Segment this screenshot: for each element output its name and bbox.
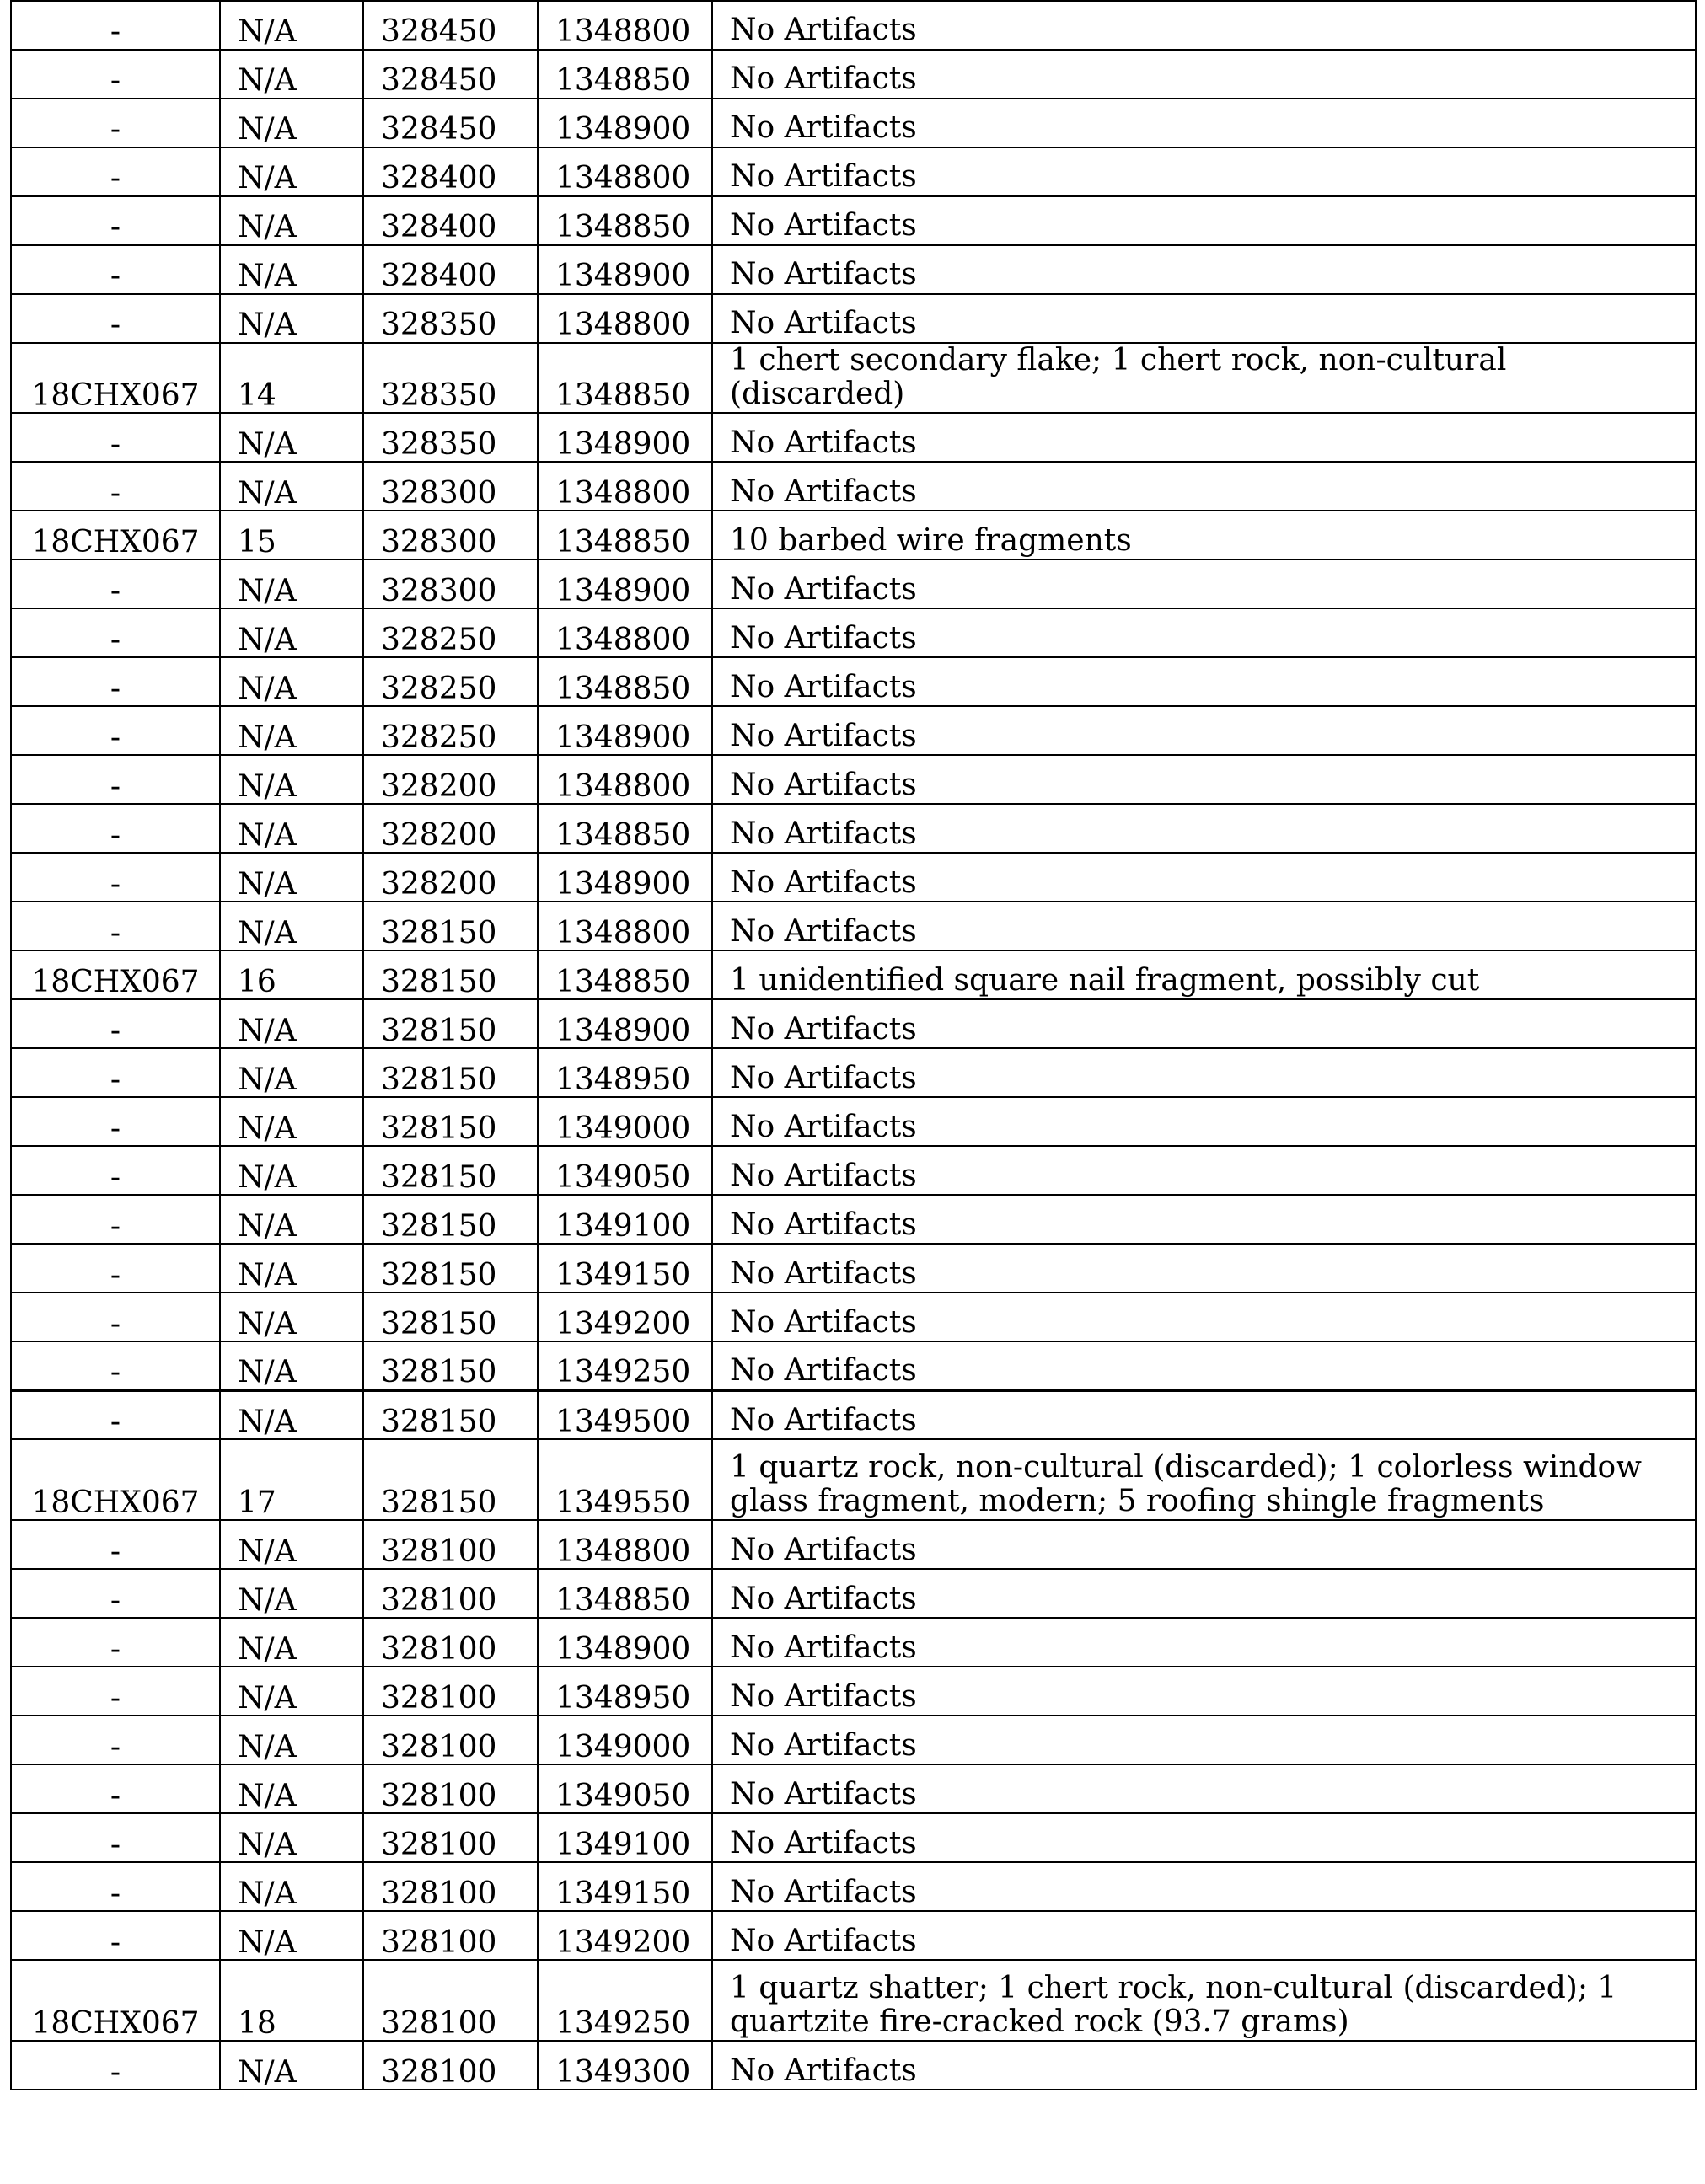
site-cell: - — [11, 1097, 220, 1146]
site-cell: - — [11, 50, 220, 99]
easting-cell: 328450 — [363, 50, 538, 99]
shovel-test-cell: N/A — [220, 1520, 363, 1569]
site-cell: 18CHX067 — [11, 343, 220, 413]
table-row — [11, 1048, 1696, 1097]
table-row — [11, 950, 1696, 999]
easting-cell: 328200 — [363, 804, 538, 853]
site-cell: - — [11, 1244, 220, 1293]
site-cell: - — [11, 462, 220, 511]
northing-cell: 1348900 — [538, 706, 712, 755]
site-cell: - — [11, 1293, 220, 1341]
site-cell: - — [11, 413, 220, 462]
shovel-test-cell: N/A — [220, 999, 363, 1048]
shovel-test-cell: N/A — [220, 196, 363, 245]
site-cell: - — [11, 1911, 220, 1960]
table-row — [11, 1960, 1696, 2041]
site-cell: - — [11, 608, 220, 657]
site-cell: - — [11, 1813, 220, 1862]
northing-cell: 1348950 — [538, 1048, 712, 1097]
table-row — [11, 343, 1696, 413]
easting-cell: 328150 — [363, 950, 538, 999]
easting-cell: 328150 — [363, 1293, 538, 1341]
northing-cell: 1348900 — [538, 413, 712, 462]
description-cell: 10 barbed wire fragments — [712, 511, 1696, 559]
table-row — [11, 196, 1696, 245]
northing-cell: 1348800 — [538, 1, 712, 50]
northing-cell: 1348900 — [538, 999, 712, 1048]
description-cell: No Artifacts — [712, 657, 1696, 706]
description-cell: No Artifacts — [712, 1618, 1696, 1667]
easting-cell: 328300 — [363, 511, 538, 559]
northing-cell: 1348850 — [538, 804, 712, 853]
northing-cell: 1348850 — [538, 196, 712, 245]
site-cell: - — [11, 804, 220, 853]
table-row — [11, 1813, 1696, 1862]
description-cell: No Artifacts — [712, 1569, 1696, 1618]
site-cell: - — [11, 1, 220, 50]
table-row — [11, 99, 1696, 147]
easting-cell: 328400 — [363, 245, 538, 294]
shovel-test-cell: N/A — [220, 99, 363, 147]
shovel-test-cell: N/A — [220, 755, 363, 804]
table-row — [11, 1097, 1696, 1146]
shovel-test-cell: 16 — [220, 950, 363, 999]
northing-cell: 1349050 — [538, 1146, 712, 1195]
easting-cell: 328150 — [363, 1390, 538, 1439]
site-cell: - — [11, 1618, 220, 1667]
easting-cell: 328250 — [363, 608, 538, 657]
shovel-test-cell: 14 — [220, 343, 363, 413]
northing-cell: 1348900 — [538, 853, 712, 902]
table-row — [11, 559, 1696, 608]
easting-cell: 328100 — [363, 1520, 538, 1569]
table-row — [11, 1, 1696, 50]
easting-cell: 328200 — [363, 853, 538, 902]
table-row — [11, 1244, 1696, 1293]
description-cell: 1 quartz shatter; 1 chert rock, non-cultural (discarded); 1 quartzite fire-cracked rock (93.7 grams) — [712, 1960, 1696, 2041]
northing-cell: 1348850 — [538, 343, 712, 413]
easting-cell: 328450 — [363, 99, 538, 147]
table-row — [11, 294, 1696, 343]
site-cell: 18CHX067 — [11, 950, 220, 999]
northing-cell: 1348800 — [538, 755, 712, 804]
easting-cell: 328350 — [363, 343, 538, 413]
table-row — [11, 999, 1696, 1048]
description-cell: No Artifacts — [712, 559, 1696, 608]
description-cell: No Artifacts — [712, 196, 1696, 245]
table-row — [11, 1667, 1696, 1716]
shovel-test-cell: N/A — [220, 1716, 363, 1764]
description-cell: No Artifacts — [712, 99, 1696, 147]
description-cell: No Artifacts — [712, 1813, 1696, 1862]
easting-cell: 328100 — [363, 1667, 538, 1716]
shovel-test-cell: N/A — [220, 559, 363, 608]
table-row — [11, 755, 1696, 804]
shovel-test-cell: N/A — [220, 853, 363, 902]
easting-cell: 328250 — [363, 657, 538, 706]
description-cell: 1 quartz rock, non-cultural (discarded); 1 colorless window glass fragment, modern; 5 roofing shingle fragments — [712, 1439, 1696, 1520]
site-cell: - — [11, 245, 220, 294]
description-cell: No Artifacts — [712, 1716, 1696, 1764]
easting-cell: 328100 — [363, 1960, 538, 2041]
table-row — [11, 853, 1696, 902]
shovel-test-cell: N/A — [220, 413, 363, 462]
easting-cell: 328150 — [363, 1195, 538, 1244]
site-cell: - — [11, 1716, 220, 1764]
table-row — [11, 608, 1696, 657]
easting-cell: 328100 — [363, 1911, 538, 1960]
description-cell: 1 chert secondary flake; 1 chert rock, non-cultural (discarded) — [712, 343, 1696, 413]
site-cell: - — [11, 1569, 220, 1618]
description-cell: No Artifacts — [712, 1764, 1696, 1813]
table-row — [11, 1390, 1696, 1439]
northing-cell: 1348900 — [538, 559, 712, 608]
shovel-test-cell: N/A — [220, 706, 363, 755]
description-cell: No Artifacts — [712, 294, 1696, 343]
shovel-test-cell: N/A — [220, 804, 363, 853]
shovel-test-cell: N/A — [220, 1862, 363, 1911]
northing-cell: 1349050 — [538, 1764, 712, 1813]
table-row — [11, 511, 1696, 559]
northing-cell: 1348850 — [538, 950, 712, 999]
shovel-test-cell: N/A — [220, 50, 363, 99]
table-row — [11, 245, 1696, 294]
site-cell: - — [11, 1146, 220, 1195]
northing-cell: 1349250 — [538, 1341, 712, 1390]
shovel-test-cell: 15 — [220, 511, 363, 559]
northing-cell: 1349500 — [538, 1390, 712, 1439]
site-cell: - — [11, 1667, 220, 1716]
shovel-test-cell: N/A — [220, 1146, 363, 1195]
table-row — [11, 1618, 1696, 1667]
description-cell: No Artifacts — [712, 755, 1696, 804]
site-cell: - — [11, 755, 220, 804]
description-cell: No Artifacts — [712, 1911, 1696, 1960]
easting-cell: 328150 — [363, 1244, 538, 1293]
table-row — [11, 657, 1696, 706]
site-cell: - — [11, 706, 220, 755]
northing-cell: 1349150 — [538, 1244, 712, 1293]
easting-cell: 328100 — [363, 1618, 538, 1667]
site-cell: - — [11, 2041, 220, 2090]
easting-cell: 328400 — [363, 147, 538, 196]
description-cell: No Artifacts — [712, 245, 1696, 294]
table-row — [11, 1569, 1696, 1618]
site-cell: - — [11, 1195, 220, 1244]
shovel-test-cell: N/A — [220, 1244, 363, 1293]
northing-cell: 1349100 — [538, 1195, 712, 1244]
description-cell: No Artifacts — [712, 1048, 1696, 1097]
shovel-test-cell: N/A — [220, 1341, 363, 1390]
site-cell: - — [11, 1764, 220, 1813]
site-cell: - — [11, 1390, 220, 1439]
site-cell: - — [11, 1862, 220, 1911]
easting-cell: 328100 — [363, 1764, 538, 1813]
table-row — [11, 1146, 1696, 1195]
easting-cell: 328150 — [363, 1341, 538, 1390]
shovel-test-cell: N/A — [220, 1293, 363, 1341]
site-cell: - — [11, 99, 220, 147]
easting-cell: 328150 — [363, 902, 538, 950]
description-cell: No Artifacts — [712, 1244, 1696, 1293]
description-cell: No Artifacts — [712, 853, 1696, 902]
northing-cell: 1348800 — [538, 294, 712, 343]
site-cell: - — [11, 147, 220, 196]
northing-cell: 1348800 — [538, 608, 712, 657]
northing-cell: 1349000 — [538, 1097, 712, 1146]
table-body — [11, 1, 1696, 2090]
description-cell: No Artifacts — [712, 1195, 1696, 1244]
shovel-test-cell: N/A — [220, 608, 363, 657]
easting-cell: 328300 — [363, 559, 538, 608]
easting-cell: 328100 — [363, 1813, 538, 1862]
northing-cell: 1348800 — [538, 147, 712, 196]
shovel-test-cell: 17 — [220, 1439, 363, 1520]
description-cell: No Artifacts — [712, 608, 1696, 657]
shovel-test-cell: N/A — [220, 2041, 363, 2090]
northing-cell: 1348900 — [538, 99, 712, 147]
table-row — [11, 1520, 1696, 1569]
table-row — [11, 1716, 1696, 1764]
site-cell: 18CHX067 — [11, 511, 220, 559]
shovel-test-cell: N/A — [220, 1097, 363, 1146]
northing-cell: 1349300 — [538, 2041, 712, 2090]
northing-cell: 1348800 — [538, 902, 712, 950]
description-cell: No Artifacts — [712, 2041, 1696, 2090]
easting-cell: 328150 — [363, 1146, 538, 1195]
northing-cell: 1348850 — [538, 1569, 712, 1618]
site-cell: - — [11, 853, 220, 902]
northing-cell: 1348850 — [538, 511, 712, 559]
northing-cell: 1349200 — [538, 1911, 712, 1960]
easting-cell: 328400 — [363, 196, 538, 245]
site-cell: 18CHX067 — [11, 1439, 220, 1520]
description-cell: No Artifacts — [712, 1146, 1696, 1195]
shovel-test-cell: N/A — [220, 245, 363, 294]
description-cell: No Artifacts — [712, 804, 1696, 853]
shovel-test-cell: 18 — [220, 1960, 363, 2041]
shovel-test-cell: N/A — [220, 1048, 363, 1097]
northing-cell: 1348800 — [538, 1520, 712, 1569]
description-cell: No Artifacts — [712, 1097, 1696, 1146]
description-cell: No Artifacts — [712, 1341, 1696, 1390]
table-row — [11, 1293, 1696, 1341]
description-cell: No Artifacts — [712, 413, 1696, 462]
northing-cell: 1349150 — [538, 1862, 712, 1911]
shovel-test-cell: N/A — [220, 294, 363, 343]
northing-cell: 1349000 — [538, 1716, 712, 1764]
description-cell: No Artifacts — [712, 999, 1696, 1048]
easting-cell: 328300 — [363, 462, 538, 511]
easting-cell: 328100 — [363, 1716, 538, 1764]
table-row — [11, 1439, 1696, 1520]
northing-cell: 1348850 — [538, 657, 712, 706]
description-cell: 1 unidentified square nail fragment, possibly cut — [712, 950, 1696, 999]
shovel-test-cell: N/A — [220, 462, 363, 511]
easting-cell: 328150 — [363, 1048, 538, 1097]
shovel-test-cell: N/A — [220, 1813, 363, 1862]
description-cell: No Artifacts — [712, 462, 1696, 511]
site-cell: - — [11, 999, 220, 1048]
description-cell: No Artifacts — [712, 1862, 1696, 1911]
description-cell: No Artifacts — [712, 147, 1696, 196]
northing-cell: 1349200 — [538, 1293, 712, 1341]
table-row — [11, 1195, 1696, 1244]
shovel-test-cell: N/A — [220, 657, 363, 706]
table-row — [11, 706, 1696, 755]
northing-cell: 1348950 — [538, 1667, 712, 1716]
easting-cell: 328100 — [363, 1569, 538, 1618]
description-cell: No Artifacts — [712, 1520, 1696, 1569]
shovel-test-cell: N/A — [220, 1911, 363, 1960]
shovel-test-cell: N/A — [220, 1667, 363, 1716]
table-row — [11, 1862, 1696, 1911]
table-row — [11, 147, 1696, 196]
shovel-test-cell: N/A — [220, 147, 363, 196]
site-cell: 18CHX067 — [11, 1960, 220, 2041]
description-cell: No Artifacts — [712, 1667, 1696, 1716]
description-cell: No Artifacts — [712, 1293, 1696, 1341]
description-cell: No Artifacts — [712, 50, 1696, 99]
northing-cell: 1349250 — [538, 1960, 712, 2041]
northing-cell: 1348850 — [538, 50, 712, 99]
table-row — [11, 413, 1696, 462]
easting-cell: 328150 — [363, 999, 538, 1048]
easting-cell: 328450 — [363, 1, 538, 50]
table-row — [11, 1341, 1696, 1390]
table-row — [11, 902, 1696, 950]
table-row — [11, 462, 1696, 511]
northing-cell: 1348800 — [538, 462, 712, 511]
site-cell: - — [11, 559, 220, 608]
site-cell: - — [11, 902, 220, 950]
description-cell: No Artifacts — [712, 902, 1696, 950]
easting-cell: 328150 — [363, 1439, 538, 1520]
shovel-test-cell: N/A — [220, 1569, 363, 1618]
easting-cell: 328100 — [363, 2041, 538, 2090]
site-cell: - — [11, 294, 220, 343]
shovel-test-cell: N/A — [220, 1764, 363, 1813]
northing-cell: 1348900 — [538, 1618, 712, 1667]
site-cell: - — [11, 657, 220, 706]
table-row — [11, 804, 1696, 853]
table-row — [11, 2041, 1696, 2090]
shovel-test-cell: N/A — [220, 1390, 363, 1439]
description-cell: No Artifacts — [712, 706, 1696, 755]
easting-cell: 328350 — [363, 294, 538, 343]
table-row — [11, 50, 1696, 99]
shovel-test-cell: N/A — [220, 1195, 363, 1244]
description-cell: No Artifacts — [712, 1390, 1696, 1439]
shovel-test-cell: N/A — [220, 1618, 363, 1667]
northing-cell: 1349550 — [538, 1439, 712, 1520]
site-cell: - — [11, 1520, 220, 1569]
easting-cell: 328200 — [363, 755, 538, 804]
northing-cell: 1349100 — [538, 1813, 712, 1862]
table-row — [11, 1911, 1696, 1960]
table-row — [11, 1764, 1696, 1813]
easting-cell: 328350 — [363, 413, 538, 462]
site-cell: - — [11, 1341, 220, 1390]
description-cell: No Artifacts — [712, 1, 1696, 50]
site-cell: - — [11, 196, 220, 245]
northing-cell: 1348900 — [538, 245, 712, 294]
easting-cell: 328250 — [363, 706, 538, 755]
shovel-test-table — [10, 0, 1697, 2090]
shovel-test-cell: N/A — [220, 1, 363, 50]
easting-cell: 328100 — [363, 1862, 538, 1911]
easting-cell: 328150 — [363, 1097, 538, 1146]
shovel-test-cell: N/A — [220, 902, 363, 950]
site-cell: - — [11, 1048, 220, 1097]
